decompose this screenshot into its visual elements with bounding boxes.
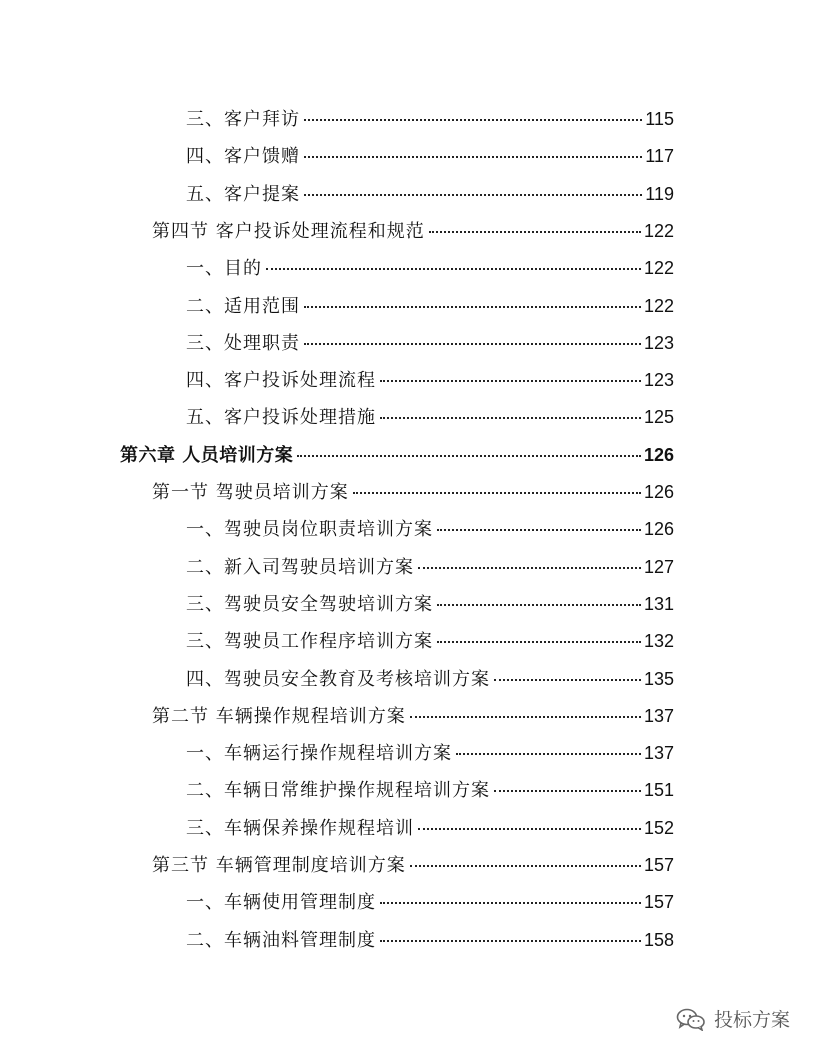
toc-entry-label: 二、车辆油料管理制度	[186, 929, 376, 951]
toc-entry-page-number: 126	[643, 482, 674, 502]
toc-entry[interactable]	[186, 404, 674, 430]
toc-entry-page-number: 119	[645, 183, 674, 204]
toc-dot-leader	[410, 716, 641, 718]
toc-dot-leader	[304, 306, 641, 308]
toc-entry-label: 三、客户拜访	[186, 109, 300, 130]
toc-dot-leader	[456, 753, 641, 755]
toc-entry-page-number: 122	[643, 295, 674, 316]
toc-entry[interactable]	[186, 666, 674, 692]
watermark-text: 投标方案	[713, 1009, 790, 1031]
toc-entry-page-number: 126	[643, 444, 674, 465]
toc-entry-page-number: 131	[643, 593, 674, 614]
toc-dot-leader	[304, 194, 642, 196]
toc-entry-label: 四、驾驶员安全教育及考核培训方案	[186, 668, 490, 690]
toc-entry-page-number: 132	[643, 631, 674, 652]
toc-entry[interactable]	[152, 703, 674, 729]
toc-entry[interactable]	[186, 516, 674, 542]
toc-entry-label: 五、客户投诉处理措施	[186, 407, 376, 429]
toc-dot-leader	[418, 828, 641, 830]
toc-entry-label: 第三节 车辆管理制度培训方案	[152, 855, 406, 876]
toc-entry-page-number: 123	[643, 370, 674, 391]
toc-entry[interactable]	[186, 106, 674, 132]
toc-entry[interactable]	[152, 852, 674, 878]
toc-entry-label: 第四节 客户投诉处理流程和规范	[152, 220, 425, 242]
toc-entry-page-number: 125	[643, 407, 674, 428]
toc-entry-label: 一、车辆运行操作规程培训方案	[186, 743, 452, 765]
toc-entry[interactable]	[186, 815, 674, 841]
toc-entry-page-number: 126	[643, 519, 674, 540]
toc-entry[interactable]	[186, 255, 674, 281]
toc-entry[interactable]	[152, 479, 674, 505]
toc-entry[interactable]	[120, 442, 674, 468]
toc-entry-page-number: 152	[643, 817, 674, 838]
toc-dot-leader	[297, 455, 641, 457]
toc-dot-leader	[429, 231, 641, 233]
toc-entry[interactable]	[186, 591, 674, 617]
toc-entry-label: 第二节 车辆操作规程培训方案	[152, 705, 406, 727]
toc-dot-leader	[304, 119, 642, 121]
toc-entry[interactable]	[152, 218, 674, 244]
toc-entry[interactable]	[186, 554, 674, 580]
toc-entry-page-number: 122	[643, 220, 674, 241]
toc-entry-label: 一、驾驶员岗位职责培训方案	[186, 519, 433, 541]
toc-entry-label: 一、目的	[186, 258, 262, 280]
toc-entry[interactable]	[186, 927, 674, 953]
toc-entry[interactable]	[186, 889, 674, 915]
toc-dot-leader	[304, 156, 642, 158]
toc-entry-page-number: 137	[643, 705, 674, 726]
toc-entry-label: 四、客户投诉处理流程	[186, 370, 376, 392]
wechat-icon	[676, 1007, 706, 1031]
toc-entry-label: 三、车辆保养操作规程培训	[186, 817, 414, 839]
toc-entry[interactable]	[186, 181, 674, 207]
toc-entry-label: 第一节 驾驶员培训方案	[152, 482, 349, 503]
toc-entry-label: 二、车辆日常维护操作规程培训方案	[186, 780, 490, 802]
toc-entry-label: 四、客户馈赠	[186, 146, 300, 168]
toc-entry-label: 五、客户提案	[186, 183, 300, 205]
toc-entry-page-number: 135	[643, 668, 674, 689]
toc-dot-leader	[380, 380, 641, 382]
toc-entry[interactable]	[186, 740, 674, 766]
toc-entry-page-number: 122	[643, 258, 674, 279]
toc-dot-leader	[418, 567, 641, 569]
toc-entry-page-number: 157	[643, 855, 674, 875]
toc-entry[interactable]	[186, 628, 674, 654]
toc-dot-leader	[494, 790, 641, 792]
toc-entry-page-number: 117	[645, 146, 674, 167]
toc-entry[interactable]	[186, 293, 674, 319]
toc-entry-label: 二、新入司驾驶员培训方案	[186, 556, 414, 578]
toc-entry[interactable]	[186, 777, 674, 803]
toc-entry-page-number: 115	[645, 109, 674, 129]
watermark	[676, 1005, 790, 1032]
toc-entry-label: 三、处理职责	[186, 332, 300, 354]
toc-entry[interactable]	[186, 143, 674, 169]
toc-entry-page-number: 137	[643, 743, 674, 764]
toc-dot-leader	[380, 940, 641, 942]
toc-dot-leader	[437, 641, 641, 643]
toc-entry[interactable]	[186, 330, 674, 356]
toc-dot-leader	[380, 902, 641, 904]
toc-entry-page-number: 123	[643, 332, 674, 353]
toc-entry-label: 第六章 人员培训方案	[120, 444, 294, 466]
toc-entry-page-number: 158	[643, 929, 674, 950]
toc-dot-leader	[266, 268, 641, 270]
toc-entry-page-number: 151	[643, 780, 674, 801]
toc-entry-page-number: 127	[643, 556, 674, 577]
toc-entry[interactable]	[186, 367, 674, 393]
toc-entry-label: 三、驾驶员工作程序培训方案	[186, 631, 433, 653]
toc-dot-leader	[437, 529, 641, 531]
toc-entry-label: 一、车辆使用管理制度	[186, 892, 376, 914]
toc-dot-leader	[494, 679, 641, 681]
toc-dot-leader	[380, 417, 641, 419]
toc-entry-page-number: 157	[643, 892, 674, 913]
toc-dot-leader	[410, 865, 641, 867]
toc-dot-leader	[304, 343, 641, 345]
toc-dot-leader	[437, 604, 641, 606]
toc-dot-leader	[353, 492, 641, 494]
toc-entry-label: 二、适用范围	[186, 295, 300, 317]
toc-entry-label: 三、驾驶员安全驾驶培训方案	[186, 593, 433, 615]
